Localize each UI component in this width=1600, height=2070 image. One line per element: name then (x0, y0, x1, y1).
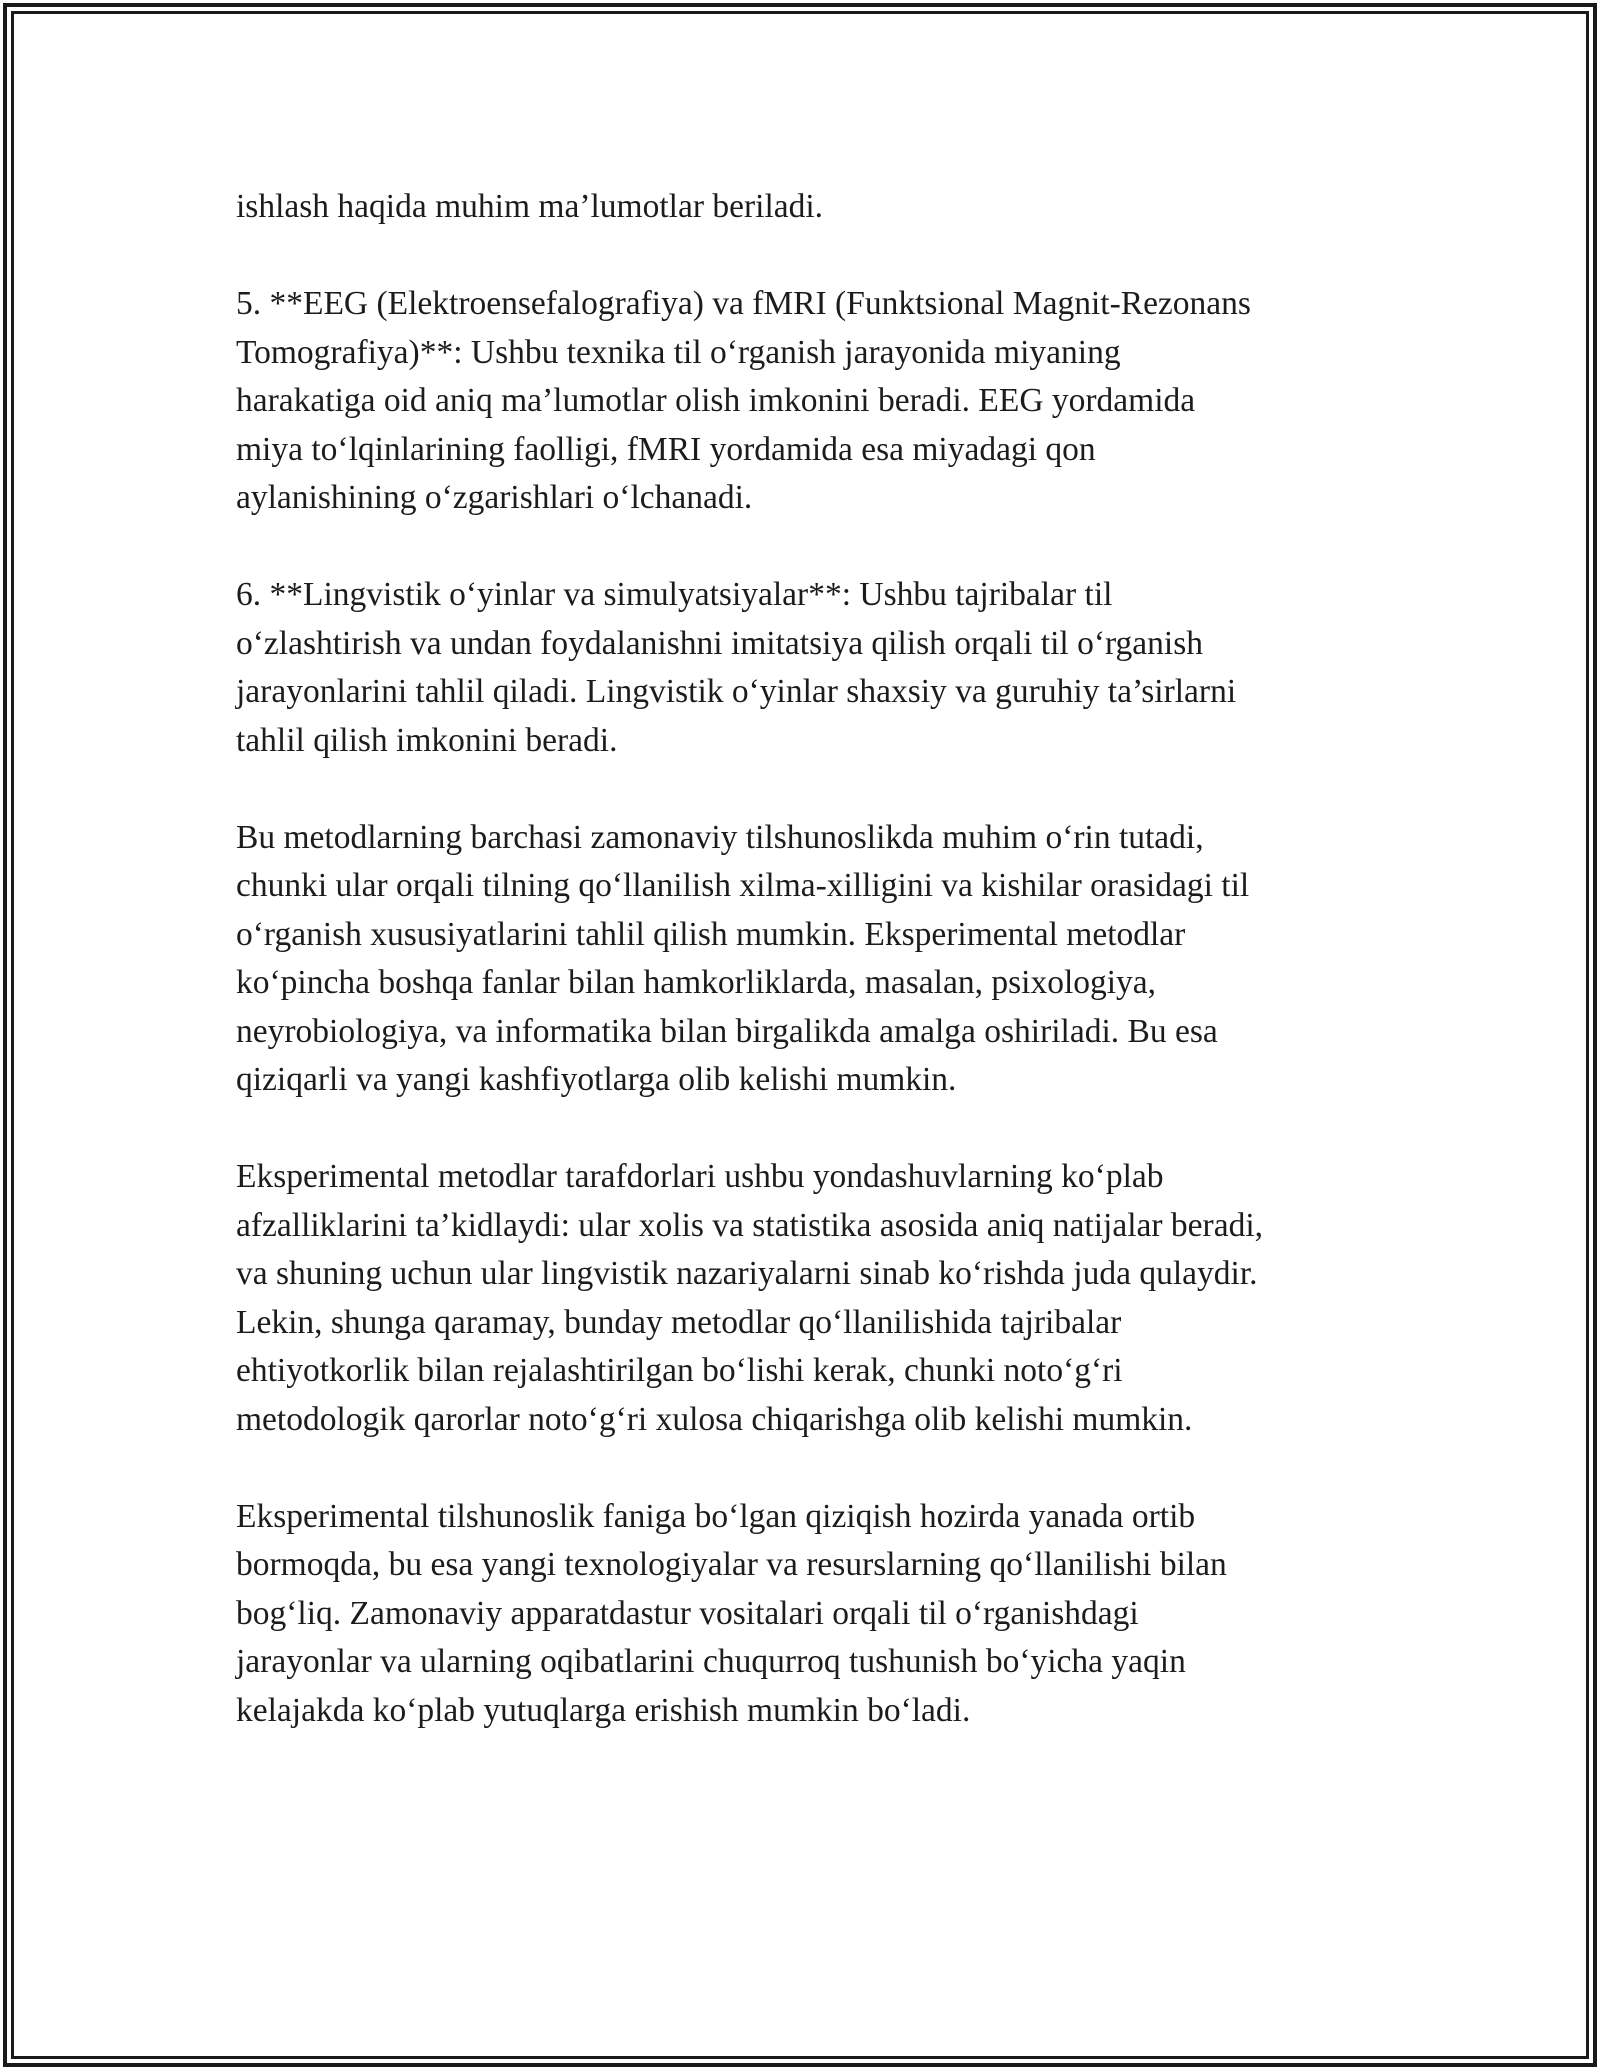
paragraph-advantages: Eksperimental metodlar tarafdorlari ushbu yondashuvlarning ko‘plab afzalliklarini ta’kidlaydi: ular xolis va statistika asosida aniq natijalar beradi, va shuning uchun ular lingvistik nazariyalarni sinab ko‘rishda juda qulaydir. Lekin, shunga qaramay, bunday metodlar qo‘llanilishida tajribalar ehtiyotkorlik bilan rejalashtirilgan bo‘lishi kerak, chunki noto‘g‘ri metodologik qarorlar noto‘g‘ri xulosa chiqarishga olib kelishi mumkin. (236, 1158, 1264, 1438)
paragraph-future-outlook: Eksperimental tilshunoslik faniga bo‘lgan qiziqish hozirda yanada ortib bormoqda, bu esa yangi texnologiyalar va resurslarning qo‘llanilishi bilan bog‘liq. Zamonaviy apparatdastur vositalari orqali til o‘rganishdagi jarayonlar va ularning oqibatlarini chuqurroq tushunish bo‘yicha yaqin kelajakda ko‘plab yutuqlarga erishish mumkin bo‘ladi. (236, 1497, 1227, 1729)
paragraph-continuation: ishlash haqida muhim ma’lumotlar beriladi. (236, 188, 824, 225)
paragraph-item-5-eeg-fmri: 5. **EEG (Elektroensefalografiya) va fMRI (Funktsional Magnit-Rezonans Tomografiya)**: Ushbu texnika til o‘rganish jarayonida miyaning harakatiga oid aniq ma’lumotlar olish imkonini beradi. EEG yordamida miya to‘lqinlarining faolligi, fMRI yordamida esa miyadagi qon aylanishining o‘zgarishlari o‘lchanadi. (236, 285, 1251, 516)
document-body (236, 183, 1376, 1784)
paragraph-methods-summary: Bu metodlarning barchasi zamonaviy tilshunoslikda muhim o‘rin tutadi, chunki ular orqali tilning qo‘llanilish xilma-xilligini va kishilar orasidagi til o‘rganish xususiyatlarini tahlil qilish mumkin. Eksperimental metodlar ko‘pincha boshqa fanlar bilan hamkorliklarda, masalan, psixologiya, neyrobiologiya, va informatika bilan birgalikda amalga oshiriladi. Bu esa qiziqarli va yangi kashfiyotlarga olib kelishi mumkin. (236, 818, 1250, 1098)
paragraph-item-6-linguistic-games: 6. **Lingvistik o‘yinlar va simulyatsiyalar**: Ushbu tajribalar til o‘zlashtirish va undan foydalanishni imitatsiya qilish orqali til o‘rganish jarayonlarini tahlil qiladi. Lingvistik o‘yinlar shaxsiy va guruhiy ta’sirlarni tahlil qilish imkonini beradi. (236, 576, 1237, 759)
